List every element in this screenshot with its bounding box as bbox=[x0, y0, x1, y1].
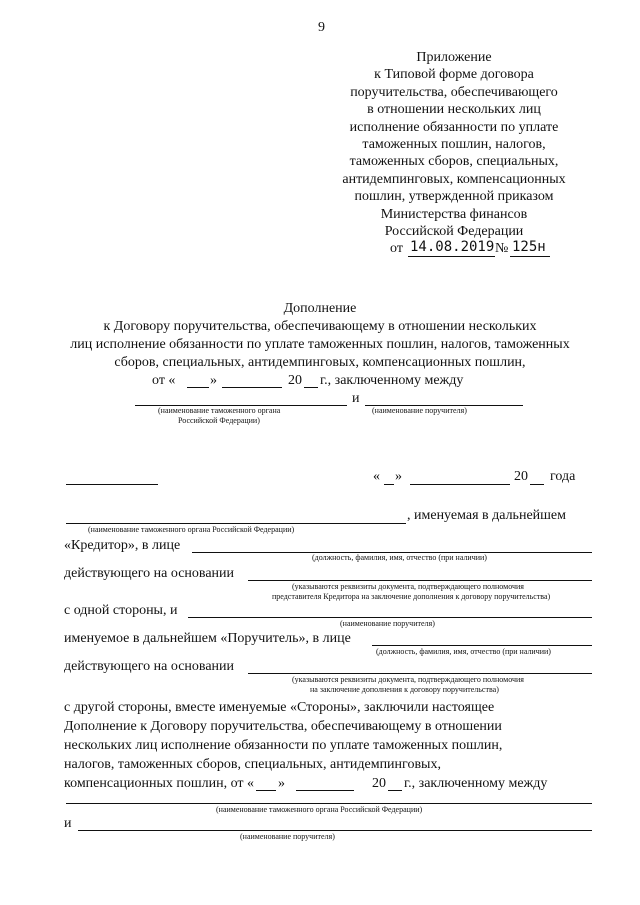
caption-requisites2-line2: на заключение дополнения к договору поручительства) bbox=[310, 685, 499, 694]
appendix-line: таможенных пошлин, налогов, bbox=[362, 136, 546, 152]
page-number: 9 bbox=[318, 20, 325, 35]
final-and: и bbox=[64, 816, 72, 831]
paragraph-year-prefix: 20 bbox=[372, 776, 386, 791]
heading-day-blank[interactable] bbox=[187, 387, 209, 388]
appendix-line: в отношении нескольких лиц bbox=[367, 102, 541, 118]
heading-year-blank[interactable] bbox=[304, 387, 318, 388]
creditor-text: «Кредитор», в лице bbox=[64, 538, 181, 553]
paragraph-date-prefix: компенсационных пошлин, от « bbox=[64, 776, 255, 791]
appendix-line: Министерства финансов bbox=[380, 206, 528, 222]
order-number-underline bbox=[510, 256, 550, 257]
one-side-text: с одной стороны, и bbox=[64, 603, 178, 618]
named-after-text: , именуемая в дальнейшем bbox=[407, 508, 566, 523]
heading-from: от « bbox=[152, 373, 176, 388]
paragraph-year-blank[interactable] bbox=[388, 790, 402, 791]
final-customs-blank[interactable] bbox=[66, 803, 592, 804]
appendix-line: Приложение bbox=[416, 50, 492, 65]
paragraph-line: Дополнение к Договору поручительства, обеспечивающему в отношении bbox=[64, 719, 502, 734]
addendum-heading bbox=[60, 301, 580, 373]
caption-requisites-line1: (указываются реквизиты документа, подтверждающего полномочия bbox=[292, 582, 524, 591]
date-month-blank[interactable] bbox=[410, 484, 510, 485]
heading-title: Дополнение bbox=[283, 301, 357, 316]
guarantor-basis-blank[interactable] bbox=[248, 673, 592, 674]
paragraph-line: нескольких лиц исполнение обязанности по уплате таможенных пошлин, bbox=[64, 738, 503, 753]
appendix-line: поручительства, обеспечивающего bbox=[350, 84, 558, 100]
guarantor-name-blank[interactable] bbox=[188, 617, 592, 618]
acting-basis-label: действующего на основании bbox=[64, 566, 235, 581]
creditor-basis-blank[interactable] bbox=[248, 580, 592, 581]
paragraph-line: с другой стороны, вместе именуемые «Стороны», заключили настоящее bbox=[64, 700, 495, 715]
paragraph-month-blank[interactable] bbox=[296, 790, 354, 791]
caption-requisites-line2: представителя Кредитора на заключение дополнения к договору поручительства) bbox=[272, 592, 551, 601]
date-year-suffix: года bbox=[550, 469, 576, 484]
customs-name-blank[interactable] bbox=[66, 523, 406, 524]
appendix-line: Российской Федерации bbox=[384, 223, 524, 239]
paragraph-line: налогов, таможенных сборов, специальных, антидемпинговых, bbox=[64, 757, 441, 772]
order-from-label: от bbox=[390, 241, 403, 256]
date-year-prefix: 20 bbox=[514, 469, 528, 484]
paragraph-day-blank[interactable] bbox=[256, 790, 276, 791]
paragraph-quote-close: » bbox=[278, 776, 285, 791]
order-date: 14.08.2019 bbox=[410, 239, 495, 255]
appendix-line: пошлин, утвержденной приказом bbox=[354, 189, 554, 205]
appendix-line: исполнение обязанности по уплате bbox=[349, 119, 559, 135]
date-day-blank[interactable] bbox=[384, 484, 394, 485]
heading-line: к Договору поручительства, обеспечивающему в отношении нескольких bbox=[103, 319, 537, 334]
caption-guarantor-body: (наименование поручителя) bbox=[340, 619, 435, 628]
order-date-underline bbox=[408, 256, 495, 257]
caption-position: (должность, фамилия, имя, отчество (при наличии) bbox=[312, 553, 487, 562]
date-open-quote: « bbox=[373, 469, 380, 484]
guarantor-named-text: именуемое в дальнейшем «Поручитель», в лице bbox=[64, 631, 351, 646]
guarantor-representative-blank[interactable] bbox=[372, 645, 592, 646]
heading-month-blank[interactable] bbox=[222, 387, 282, 388]
caption-customs-final: (наименование таможенного органа Российской Федерации) bbox=[216, 805, 423, 814]
appendix-block bbox=[330, 50, 578, 241]
caption-position-2: (должность, фамилия, имя, отчество (при наличии) bbox=[376, 647, 551, 656]
heading-year-prefix: 20 bbox=[288, 373, 302, 388]
paragraph-date-suffix: г., заключенному между bbox=[404, 776, 548, 791]
final-guarantor-blank[interactable] bbox=[78, 830, 592, 831]
date-year-blank[interactable] bbox=[530, 484, 544, 485]
appendix-line: таможенных сборов, специальных, bbox=[349, 154, 559, 170]
date-close-quote: » bbox=[395, 469, 402, 484]
acting-basis-label-2: действующего на основании bbox=[64, 659, 235, 674]
heading-line: сборов, специальных, антидемпинговых, компенсационных пошлин, bbox=[114, 355, 526, 370]
appendix-line: антидемпинговых, компенсационных bbox=[342, 171, 566, 187]
caption-customs-line2: Российской Федерации) bbox=[178, 416, 260, 425]
caption-customs-line1: (наименование таможенного органа bbox=[158, 406, 281, 415]
heading-line: лиц исполнение обязанности по уплате таможенных пошлин, налогов, таможенных bbox=[70, 337, 570, 352]
caption-customs: (наименование таможенного органа Российской Федерации) bbox=[88, 525, 295, 534]
order-number: 125н bbox=[512, 239, 546, 255]
place-blank[interactable] bbox=[66, 484, 158, 485]
order-number-label: № bbox=[495, 241, 509, 256]
heading-and: и bbox=[352, 391, 360, 406]
caption-guarantor: (наименование поручителя) bbox=[372, 406, 467, 415]
heading-quote-close: » bbox=[210, 373, 217, 388]
heading-year-suffix: г., заключенному между bbox=[320, 373, 464, 388]
caption-guarantor-final: (наименование поручителя) bbox=[240, 832, 335, 841]
caption-requisites2-line1: (указываются реквизиты документа, подтверждающего полномочия bbox=[292, 675, 524, 684]
appendix-line: к Типовой форме договора bbox=[374, 67, 534, 83]
